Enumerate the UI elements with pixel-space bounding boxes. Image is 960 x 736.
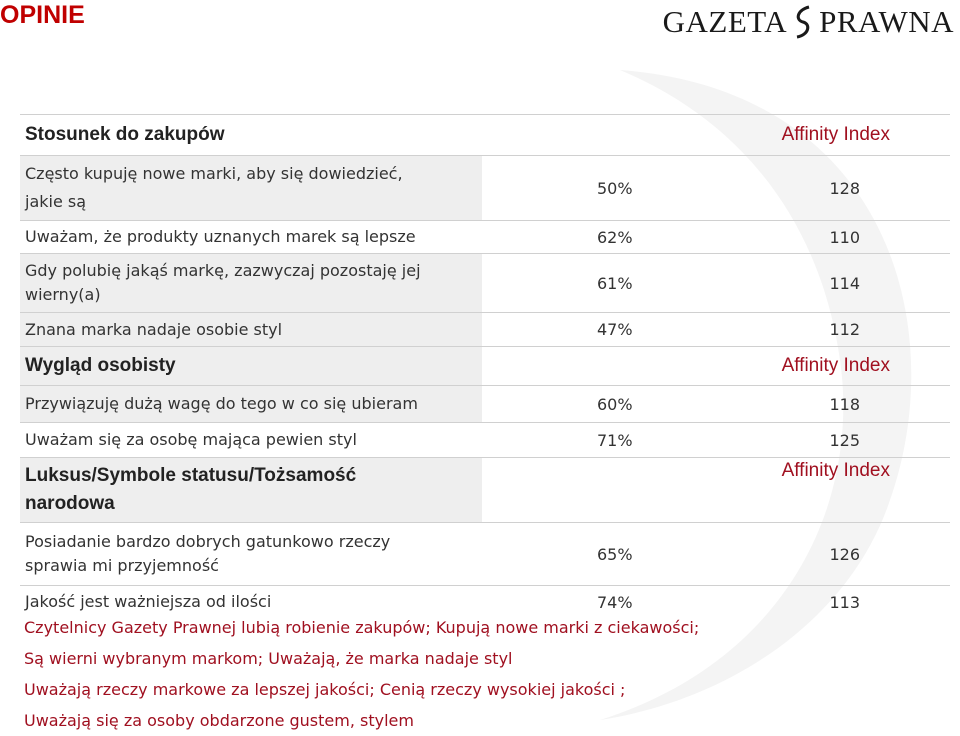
row-index: 125 xyxy=(829,430,860,450)
table-row xyxy=(20,220,950,253)
table-row xyxy=(20,422,950,457)
row-percent: 62% xyxy=(597,227,633,247)
table-row xyxy=(20,522,950,585)
section-header-luxury xyxy=(20,457,950,522)
row-label: Uważam się za osobę mająca pewien styl xyxy=(25,430,357,449)
row-index: 118 xyxy=(829,394,860,414)
logo-text-left: GAZETA xyxy=(662,4,788,39)
table-row xyxy=(20,155,950,220)
section-title: Stosunek do zakupów xyxy=(25,124,225,145)
table-row xyxy=(20,312,950,346)
affinity-index-label: Affinity Index xyxy=(781,355,890,376)
summary-line: Uważają rzeczy markowe za lepszej jakości; Cenią rzeczy wysokiej jakości ; xyxy=(24,680,626,699)
section-title: Wygląd osobisty xyxy=(25,355,176,376)
row-index: 128 xyxy=(829,178,860,198)
logo-text-right: PRAWNA xyxy=(819,4,954,39)
row-percent: 50% xyxy=(597,178,633,198)
summary-line: Czytelnicy Gazety Prawnej lubią robienie zakupów; Kupują nowe marki z ciekawości; xyxy=(24,618,700,637)
table-row xyxy=(20,253,950,312)
affinity-index-label: Affinity Index xyxy=(781,460,890,481)
row-percent: 47% xyxy=(597,320,633,339)
row-label: Przywiązuję dużą wagę do tego w co się ubieram xyxy=(25,394,418,413)
affinity-index-label: Affinity Index xyxy=(781,124,890,145)
row-label: Często kupuję nowe marki, aby się dowiedzieć, jakie są xyxy=(25,164,403,211)
row-index: 112 xyxy=(829,320,860,339)
summary-line: Są wierni wybranym markom; Uważają, że marka nadaje styl xyxy=(24,649,513,668)
row-percent: 71% xyxy=(597,430,633,450)
row-index: 126 xyxy=(829,544,860,564)
row-label: Posiadanie bardzo dobrych gatunkowo rzeczy sprawia mi przyjemność xyxy=(25,532,391,575)
section-title: Luksus/Symbole statusu/Tożsamość narodowa xyxy=(25,465,357,514)
affinity-table xyxy=(20,114,950,618)
row-percent: 65% xyxy=(597,544,633,564)
page-title: OPINIE xyxy=(0,1,85,29)
row-label: Uważam, że produkty uznanych marek są lepsze xyxy=(25,227,416,246)
row-index: 110 xyxy=(829,227,860,247)
row-label: Gdy polubię jakąś markę, zazwyczaj pozostaję jej wierny(a) xyxy=(25,261,421,304)
row-percent: 61% xyxy=(597,273,633,293)
row-percent: 74% xyxy=(597,592,633,612)
section-header-appearance xyxy=(20,346,950,385)
row-label: Jakość jest ważniejsza od ilości xyxy=(25,592,272,611)
table-row xyxy=(20,385,950,422)
row-index: 114 xyxy=(829,273,860,293)
row-label: Znana marka nadaje osobie styl xyxy=(25,319,283,339)
row-percent: 60% xyxy=(597,394,633,414)
section-header-shopping xyxy=(20,114,950,155)
summary-notes xyxy=(24,612,924,736)
row-index: 113 xyxy=(829,592,860,612)
summary-line: Uważają się za osoby obdarzone gustem, stylem xyxy=(24,711,414,730)
